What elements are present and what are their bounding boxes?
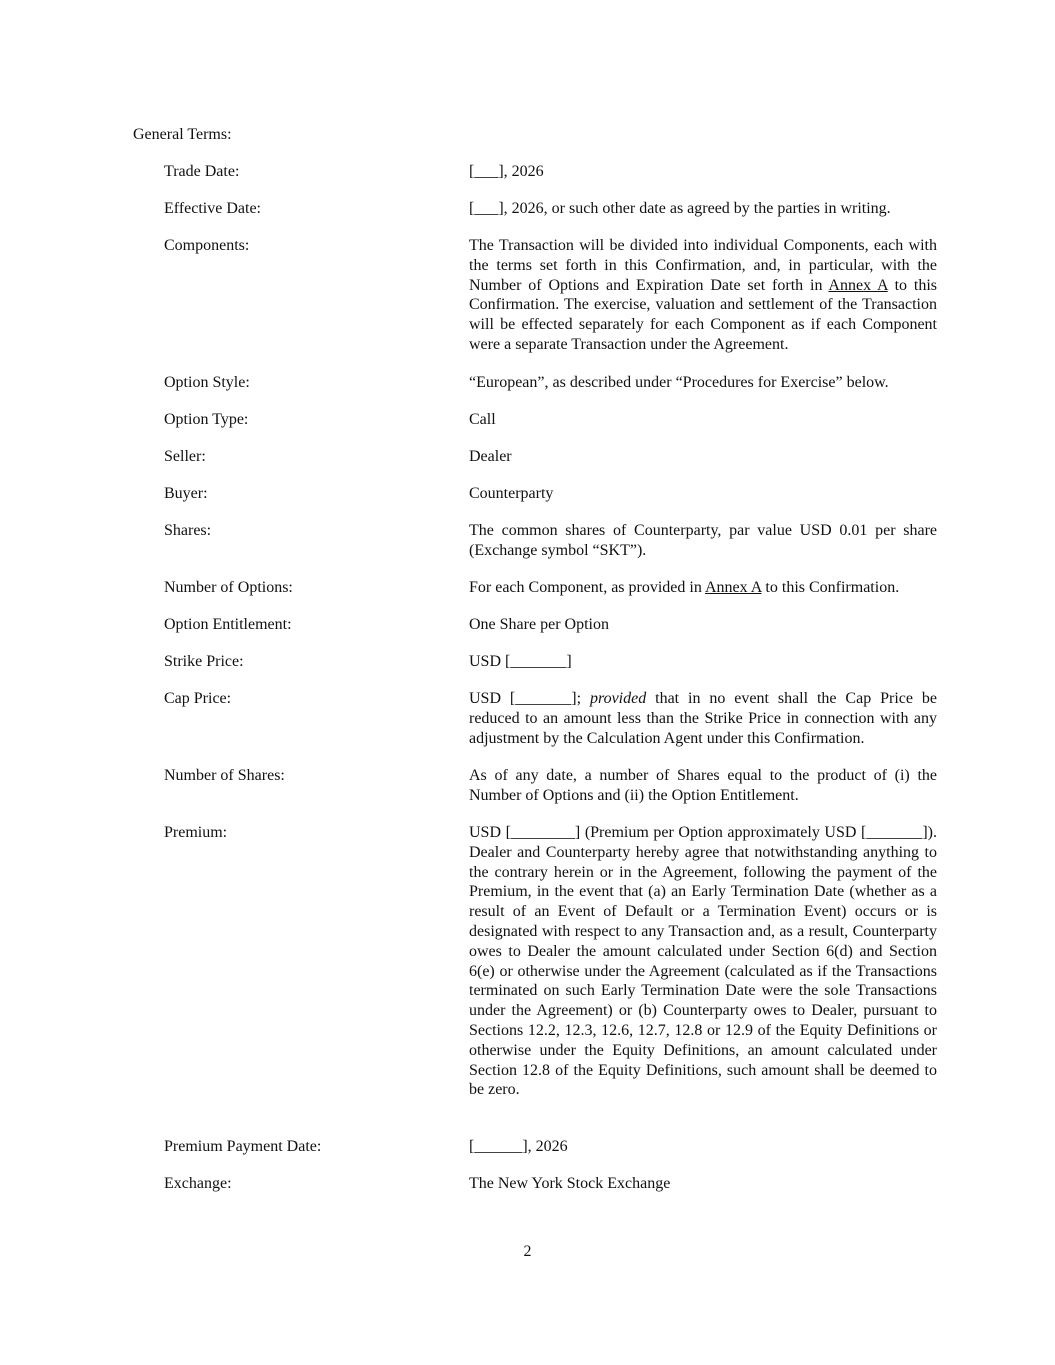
premium-payment-date-label: Premium Payment Date: (164, 1138, 322, 1155)
strike-price-label: Strike Price: (164, 653, 244, 670)
shares-value: The common shares of Counterparty, par value USD 0.01 per share (Exchange symbol “SKT”). (469, 522, 937, 559)
premium-value: USD [________] (Premium per Option approximately USD [_______]). Dealer and Counterparty hereby agree that notwithstanding anything to the contrary herein or in the Agreement, following the payment of the Premium, in the event that (a) an Early Termination Date (whether as a result of an Event of Default or a Termination Event) occurs or is designated with respect to any Transaction and, as a result, Counterparty owes to Dealer the amount calculated under Section 6(d) and Section 6(e) or otherwise under the Agreement (calculated as if the Transactions terminated on such Early Termination Date were the sole Transactions under the Agreement) or (b) Counterparty owes to Dealer, pursuant to Sections 12.2, 12.3, 12.6, 12.7, 12.8 or 12.9 of the Equity Definitions or otherwise under the Equity Definitions, an amount calculated under Section 12.8 of the Equity Definitions, such amount shall be deemed to be zero. (469, 824, 937, 1099)
components-value (469, 236, 937, 355)
section-heading: General Terms: (133, 126, 232, 143)
number-of-shares-value: As of any date, a number of Shares equal to the product of (i) the Number of Options and (ii) the Option Entitlement. (469, 767, 937, 804)
exchange-label: Exchange: (164, 1175, 232, 1192)
option-entitlement-label: Option Entitlement: (164, 616, 292, 633)
option-type-value: Call (469, 411, 496, 428)
annex-a-link[interactable]: Annex A (828, 276, 888, 294)
number-of-options-value (469, 578, 937, 598)
annex-a-link[interactable]: Annex A (704, 579, 762, 596)
number-of-options-text-part2: to this Confirmation. (761, 579, 900, 596)
buyer-value: Counterparty (469, 485, 554, 502)
components-text-part1: The Transaction will be divided into individual Components, each with the terms set forth in this Confirmation, and, in particular, with the Number of Options and Expiration Date set forth in (469, 237, 937, 294)
option-entitlement-value: One Share per Option (469, 616, 609, 633)
number-of-shares-label: Number of Shares: (164, 767, 285, 784)
page-number: 2 (523, 1243, 532, 1260)
number-of-options-label: Number of Options: (164, 579, 293, 596)
effective-date-value: [___], 2026, or such other date as agreed by the parties in writing. (469, 200, 891, 217)
cap-price-value (469, 689, 937, 748)
trade-date-label: Trade Date: (164, 163, 240, 180)
option-style-value: “European”, as described under “Procedures for Exercise” below. (469, 374, 889, 391)
option-type-label: Option Type: (164, 411, 249, 428)
shares-label: Shares: (164, 522, 212, 539)
premium-payment-date-value: [______], 2026 (469, 1138, 568, 1155)
number-of-options-text-part1: For each Component, as provided in (469, 579, 705, 596)
effective-date-label: Effective Date: (164, 200, 261, 217)
cap-price-label: Cap Price: (164, 690, 232, 707)
premium-label: Premium: (164, 824, 228, 841)
seller-value: Dealer (469, 448, 512, 465)
cap-price-provided-italic: provided (589, 690, 647, 707)
seller-label: Seller: (164, 448, 206, 465)
exchange-value: The New York Stock Exchange (469, 1175, 671, 1192)
cap-price-text-part2: that in no event shall the Cap Price be reduced to an amount less than the Strike Price in connection with any adjustment by the Calculation Agent under this Confirmation. (469, 690, 938, 747)
trade-date-value: [___], 2026 (469, 163, 544, 180)
components-text-part2: to this Confirmation. The exercise, valuation and settlement of the Transaction will be effected separately for each Component as if each Component were a separate Transaction under the Agreement. (469, 276, 938, 353)
cap-price-text-part1: USD [_______]; (469, 690, 590, 707)
strike-price-value: USD [_______] (469, 653, 572, 670)
components-label: Components: (164, 237, 250, 254)
buyer-label: Buyer: (164, 485, 208, 502)
option-style-label: Option Style: (164, 374, 250, 391)
